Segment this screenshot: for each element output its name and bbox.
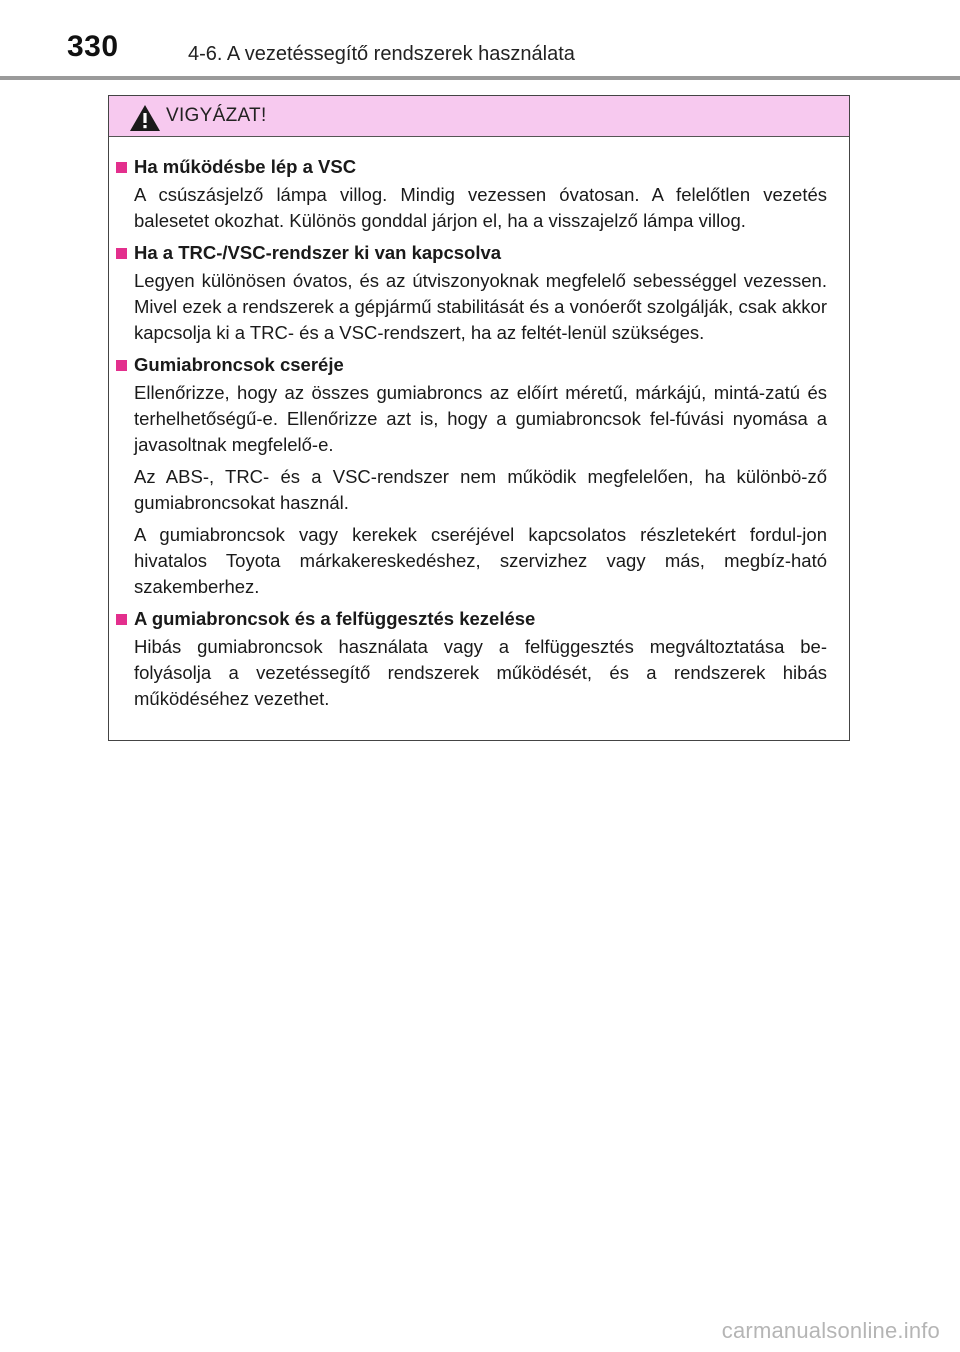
section-paragraph: A csúszásjelző lámpa villog. Mindig vezessen óvatosan. A felelőtlen vezetés balesetet okozhat. Különös gonddal járjon el, ha a visszajelző lámpa villog. <box>134 184 827 231</box>
warning-section <box>115 154 827 234</box>
square-bullet-icon <box>116 360 127 371</box>
section-heading-row <box>115 240 827 266</box>
section-heading-row <box>115 352 827 378</box>
section-heading: Gumiabroncsok cseréje <box>134 354 344 375</box>
page-number: 330 <box>67 30 119 63</box>
section-paragraph: Hibás gumiabroncsok használata vagy a felfüggesztés megváltoztatása be-folyásolja a vezetéssegítő rendszerek működését, és a rendszerek hibás működéséhez vezethet. <box>134 636 827 709</box>
warning-body <box>109 137 849 712</box>
chapter-title: 4-6. A vezetéssegítő rendszerek használata <box>188 43 575 65</box>
square-bullet-icon <box>116 162 127 173</box>
warning-box <box>108 95 850 741</box>
section-paragraph: Az ABS-, TRC- és a VSC-rendszer nem működik megfelelően, ha különbö-ző gumiabroncsokat használ. <box>134 466 827 513</box>
page-header <box>0 0 960 80</box>
warning-section <box>115 352 827 600</box>
header-divider <box>0 76 960 80</box>
section-paragraph: Ellenőrizze, hogy az összes gumiabroncs az előírt méretű, márkájú, mintá-zatú és terhelhetőségű-e. Ellenőrizze azt is, hogy a gumiabroncsok fel-fúvási nyomása a javasoltnak megfelelő-e. <box>134 382 827 455</box>
warning-label: VIGYÁZAT! <box>166 105 267 126</box>
section-heading: Ha működésbe lép a VSC <box>134 156 357 177</box>
square-bullet-icon <box>116 248 127 259</box>
section-heading: A gumiabroncsok és a felfüggesztés kezelése <box>134 608 536 629</box>
section-paragraph: A gumiabroncsok vagy kerekek cseréjével kapcsolatos részletekért fordul-jon hivatalos Toyota márkakereskedéshez, szervizhez vagy más, megbíz-ható szakemberhez. <box>134 524 827 597</box>
watermark-logo[interactable]: carmanualsonline.info <box>721 1318 940 1343</box>
section-heading-row <box>115 154 827 180</box>
warning-header <box>109 96 849 137</box>
warning-section <box>115 240 827 346</box>
warning-triangle-icon <box>129 104 161 132</box>
section-heading-row <box>115 606 827 632</box>
warning-section <box>115 606 827 712</box>
section-heading: Ha a TRC-/VSC-rendszer ki van kapcsolva <box>134 242 502 263</box>
square-bullet-icon <box>116 614 127 625</box>
section-paragraph: Legyen különösen óvatos, és az útviszonyoknak megfelelő sebességgel vezessen. Mivel ezek a rendszerek a gépjármű stabilitását és a vonóerőt szolgálják, csak akkor kapcsolja ki a TRC- és a VSC-rendszert, ha az feltét-lenül szükséges. <box>134 270 827 343</box>
